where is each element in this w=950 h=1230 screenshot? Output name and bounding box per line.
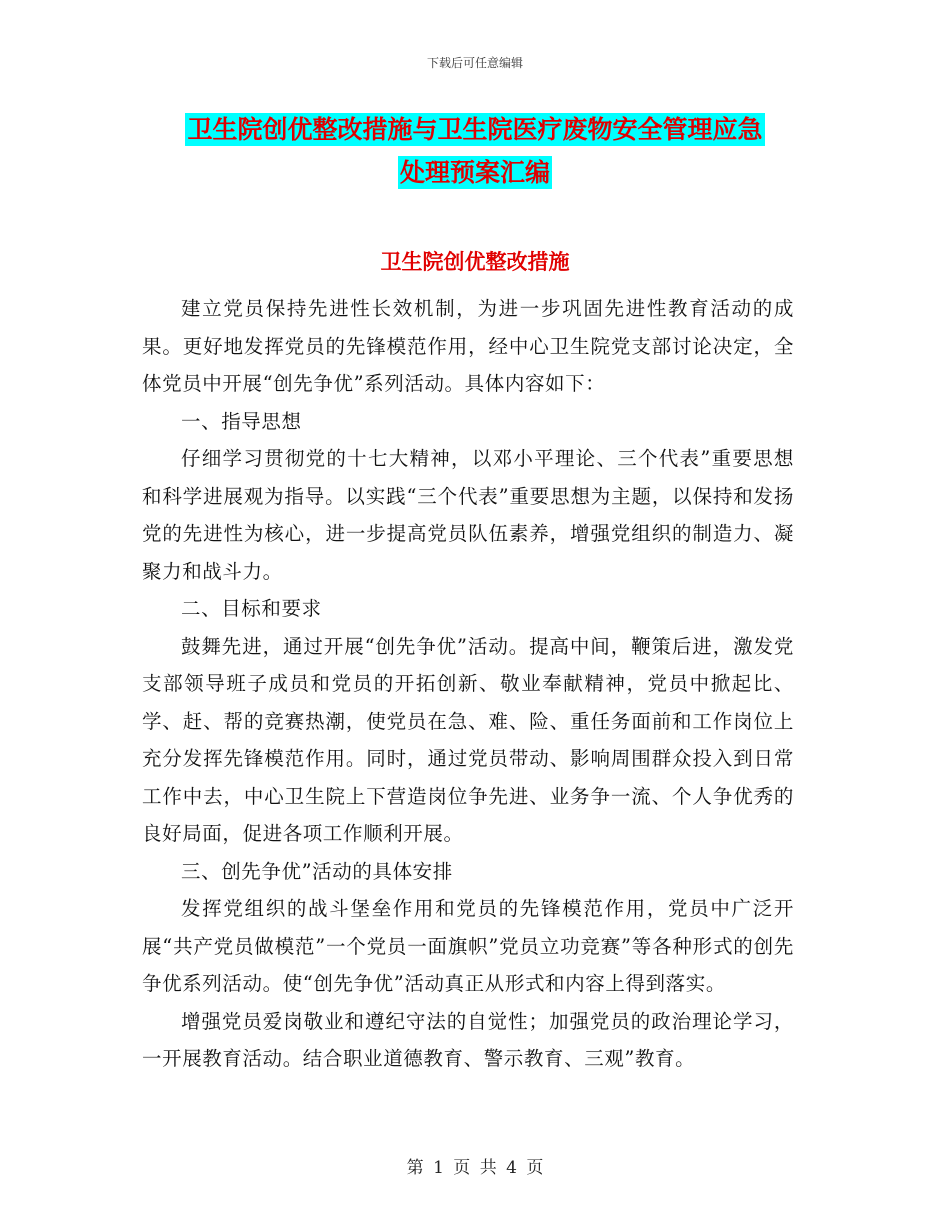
document-title-line-1: 卫生院创优整改措施与卫生院医疗废物安全管理应急 bbox=[187, 115, 763, 144]
document-body bbox=[142, 290, 794, 1078]
heading-arrangements: 三、创先争优”活动的具体安排 bbox=[181, 859, 453, 883]
heading-guiding-thought: 一、指导思想 bbox=[181, 409, 302, 433]
paragraph-guiding-thought: 仔细学习贯彻党的十七大精神，以邓小平理论、三个代表”重要思想和科学进展观为指导。以实践“三个代表”重要思想为主题，以保持和发扬党的先进性为核心，进一步提高党员队伍素养，增强党组织的制造力、凝聚力和战斗力。 bbox=[142, 447, 794, 583]
paragraph-education: 增强党员爱岗敬业和遵纪守法的自觉性；加强党员的政治理论学习，一开展教育活动。结合职业道德教育、警示教育、三观”教育。 bbox=[142, 1009, 794, 1070]
document-title bbox=[0, 108, 950, 194]
page-header-note: 下载后可任意编辑 bbox=[426, 56, 523, 70]
section-title: 卫生院创优整改措施 bbox=[380, 250, 570, 274]
document-title-line-2: 处理预案汇编 bbox=[399, 158, 550, 187]
heading-goals: 二、目标和要求 bbox=[181, 597, 322, 620]
page-number-footer: 第 1 页 共 4 页 bbox=[406, 1158, 544, 1178]
paragraph-goals: 鼓舞先进，通过开展“创先争优”活动。提高中间，鞭策后进，激发党支部领导班子成员和党员的开拓创新、敬业奉献精神，党员中掀起比、学、赶、帮的竞赛热潮，使党员在急、难、险、重任务面前和工作岗位上充分发挥先锋模范作用。同时，通过党员带动、影响周围群众投入到日常工作中去，中心卫生院上下营造岗位争先进、业务争一流、个人争优秀的良好局面，促进各项工作顺利开展。 bbox=[142, 634, 794, 845]
paragraph-intro: 建立党员保持先进性长效机制，为进一步巩固先进性教育活动的成果。更好地发挥党员的先锋模范作用，经中心卫生院党支部讨论决定，全体党员中开展“创先争优”系列活动。具体内容如下： bbox=[142, 297, 794, 395]
paragraph-arrangements: 发挥党组织的战斗堡垒作用和党员的先锋模范作用，党员中广泛开展“共产党员做模范”一个党员一面旗帜”党员立功竞赛”等各种形式的创先争优系列活动。使“创先争优”活动真正从形式和内容上得到落实。 bbox=[142, 897, 794, 995]
